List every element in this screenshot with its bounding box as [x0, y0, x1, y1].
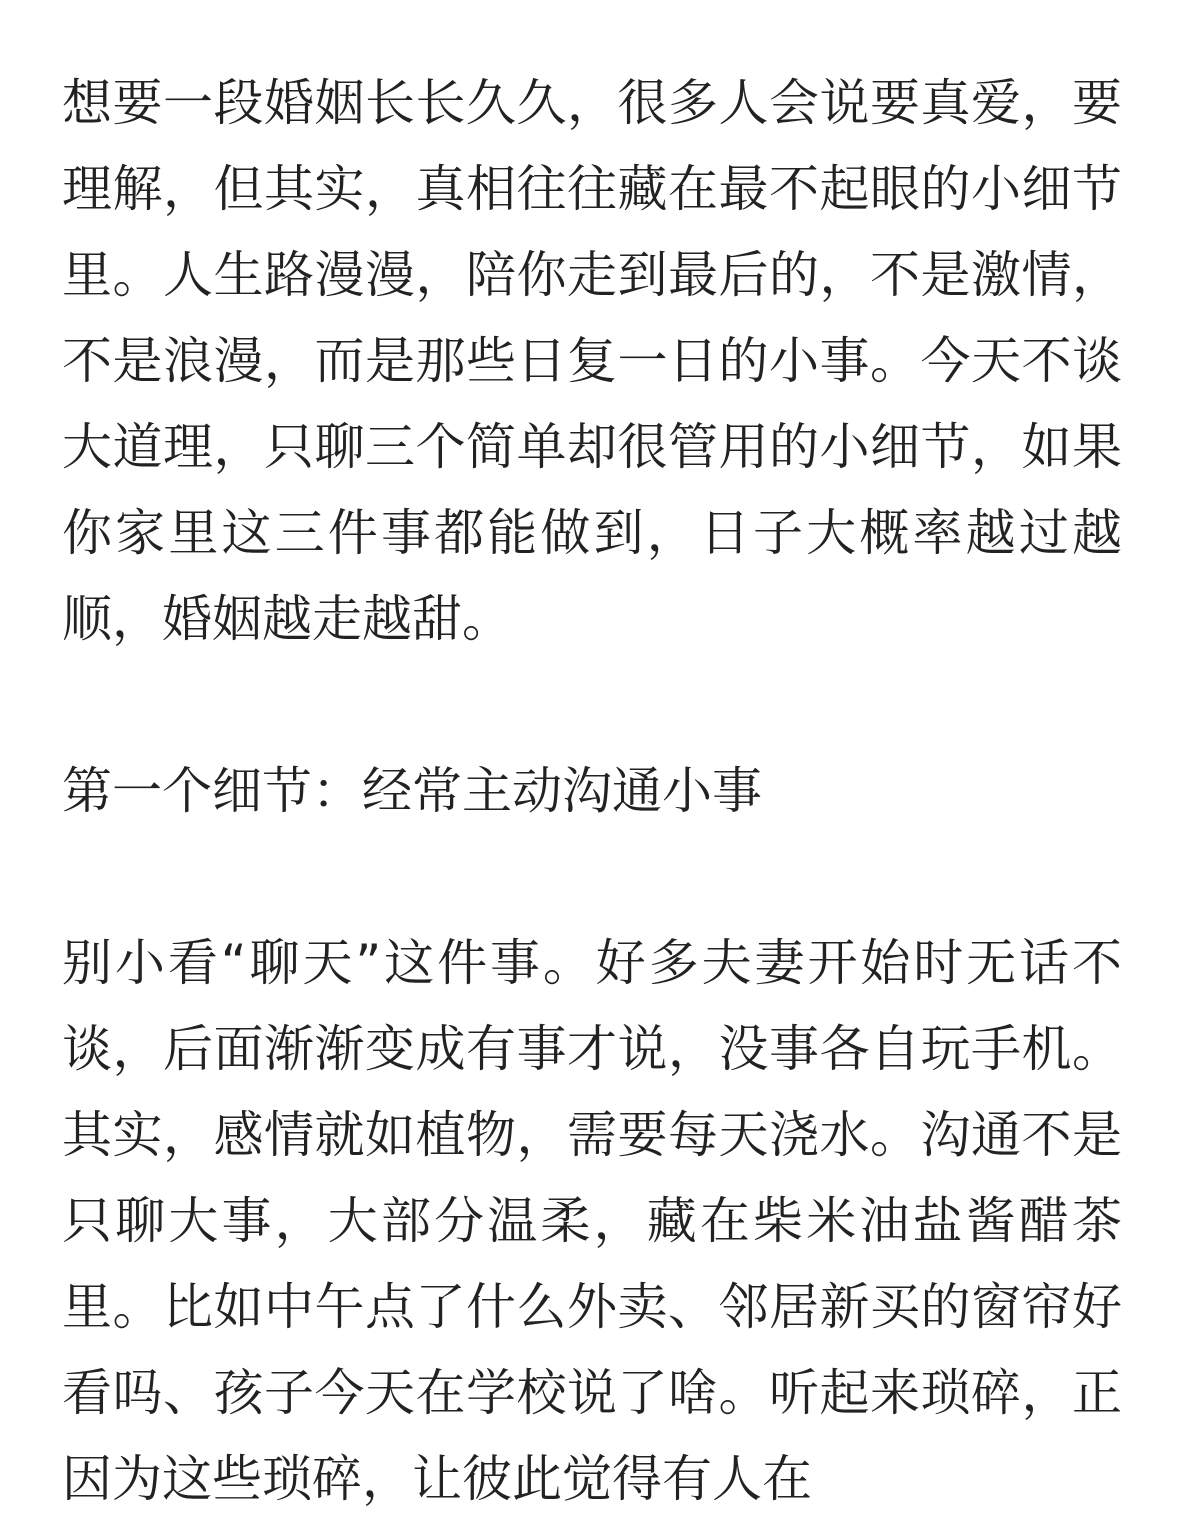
- section-1-paragraph: 别小看“聊天”这件事。好多夫妻开始时无话不谈，后面渐渐变成有事才说，没事各自玩手机。其实，感情就如植物，需要每天浇水。沟通不是只聊大事，大部分温柔，藏在柴米油盐酱醋茶里。比如中午点了什么外卖、邻居新买的窗帘好看吗、孩子今天在学校说了啥。听起来琐碎，正因为这些琐碎，让彼此觉得有人在: [62, 934, 1122, 1508]
- paragraph-spacer: [62, 662, 1122, 748]
- intro-paragraph: 想要一段婚姻长长久久，很多人会说要真爱，要理解，但其实，真相往往藏在最不起眼的小细节里。人生路漫漫，陪你走到最后的，不是激情，不是浪漫，而是那些日复一日的小事。今天不谈大道理，只聊三个简单却很管用的小细节，如果你家里这三件事都能做到，日子大概率越过越顺，婚姻越走越甜。: [62, 74, 1122, 648]
- paragraph-spacer: [62, 834, 1122, 920]
- section-heading-1: 第一个细节：经常主动沟通小事: [62, 762, 762, 820]
- article-body: [62, 60, 1122, 1522]
